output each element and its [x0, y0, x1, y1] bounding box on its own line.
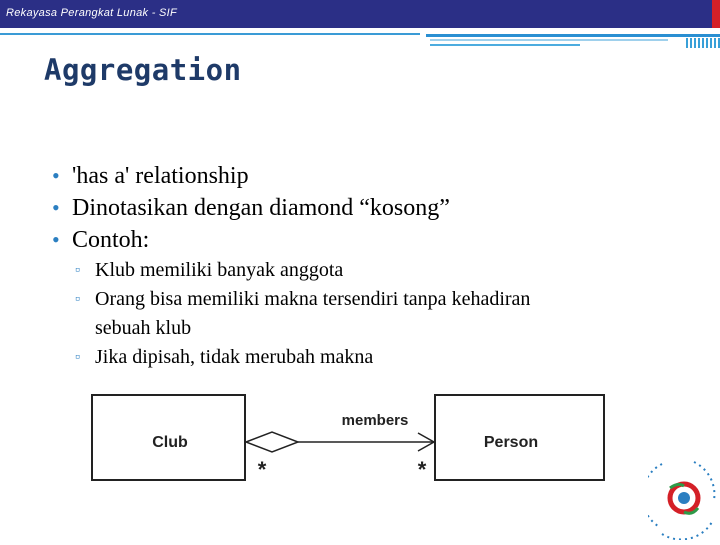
sub-bullet-text: ▫ Klub memiliki banyak anggota	[95, 259, 344, 281]
slide-title: Aggregation	[44, 53, 242, 87]
header-title: Rekayasa Perangkat Lunak - SIF	[6, 7, 178, 19]
class-name-person: Person	[483, 434, 539, 451]
class-name-club: Club	[152, 434, 188, 451]
bullet-item: • 'has a' relationship	[52, 160, 692, 192]
multiplicity-left: *	[257, 457, 267, 482]
uml-aggregation-diagram	[88, 385, 608, 485]
header-stripe	[430, 44, 580, 46]
multiplicity-right: *	[417, 457, 427, 482]
uml-diagram-svg	[88, 385, 608, 485]
sub-bullet-text: ▫ Orang bisa memiliki makna tersendiri tanpa kehadiran	[95, 288, 531, 310]
sub-bullet-item	[52, 256, 692, 285]
sub-bullet-text-continuation: sebuah klub	[95, 317, 192, 339]
header-stripe	[430, 39, 668, 41]
bullet-item: • Dinotasikan dengan diamond “kosong”	[52, 192, 692, 224]
header-stripe	[426, 34, 720, 37]
slide-header	[0, 0, 720, 34]
bullet-item: • Contoh:	[52, 224, 692, 256]
header-red-strip	[712, 0, 720, 28]
header-stripe	[0, 33, 420, 35]
sub-bullet-item	[52, 285, 692, 343]
header-stripe-pattern	[686, 38, 720, 48]
association-label: members	[341, 412, 409, 429]
sub-bullet-text: ▫ Jika dipisah, tidak merubah makna	[95, 346, 374, 368]
sub-bullet-item	[52, 343, 692, 372]
aggregation-diamond-icon	[246, 432, 298, 452]
bullet-list	[52, 160, 692, 372]
university-logo	[648, 456, 720, 540]
university-logo-icon	[648, 456, 720, 540]
